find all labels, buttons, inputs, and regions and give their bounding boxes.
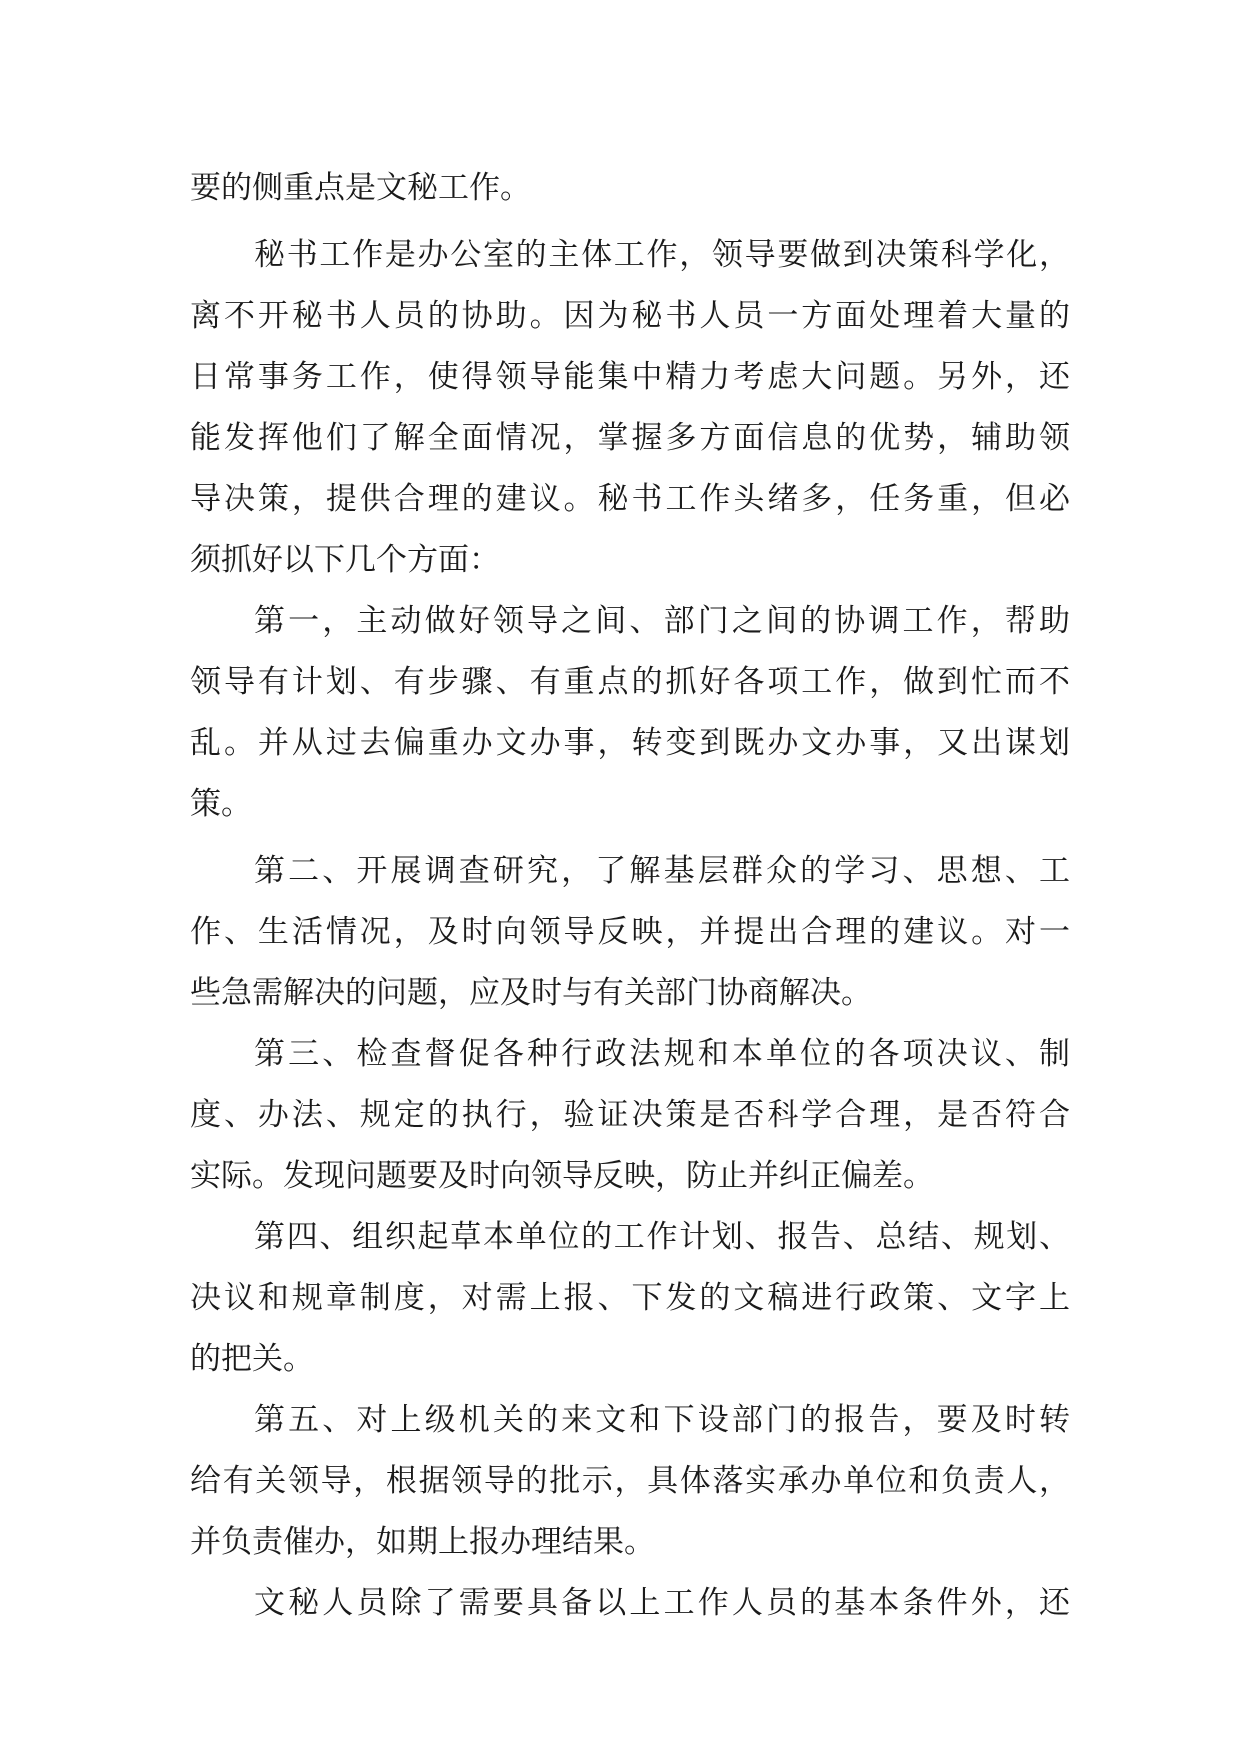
- text-line: 要的侧重点是文秘工作。: [190, 170, 531, 206]
- text-line: 日常事务工作，使得领导能集中精力考虑大问题。另外，还: [190, 359, 1070, 395]
- text-line: 实际。发现问题要及时向领导反映，防止并纠正偏差。: [190, 1158, 934, 1194]
- paragraph-start-line: 第四、组织起草本单位的工作计划、报告、总结、规划、: [254, 1219, 1070, 1255]
- text-line: 能发挥他们了解全面情况，掌握多方面信息的优势，辅助领: [190, 420, 1070, 456]
- text-line: 离不开秘书人员的协助。因为秘书人员一方面处理着大量的: [190, 298, 1070, 334]
- paragraph-start-line: 文秘人员除了需要具备以上工作人员的基本条件外，还: [254, 1585, 1070, 1621]
- text-line: 作、生活情况，及时向领导反映，并提出合理的建议。对一: [190, 914, 1070, 950]
- text-line: 策。: [190, 786, 252, 822]
- text-line: 乱。并从过去偏重办文办事，转变到既办文办事，又出谋划: [190, 725, 1070, 761]
- text-line: 些急需解决的问题，应及时与有关部门协商解决。: [190, 975, 872, 1011]
- text-line: 决议和规章制度，对需上报、下发的文稿进行政策、文字上: [190, 1280, 1070, 1316]
- paragraph-start-line: 第三、检查督促各种行政法规和本单位的各项决议、制: [254, 1036, 1070, 1072]
- text-line: 并负责催办，如期上报办理结果。: [190, 1524, 655, 1560]
- paragraph-start-line: 第二、开展调查研究，了解基层群众的学习、思想、工: [254, 853, 1070, 889]
- text-line: 给有关领导，根据领导的批示，具体落实承办单位和负责人，: [190, 1463, 1070, 1499]
- paragraph-start-line: 秘书工作是办公室的主体工作，领导要做到决策科学化，: [254, 237, 1070, 273]
- paragraph-start-line: 第一，主动做好领导之间、部门之间的协调工作，帮助: [254, 603, 1070, 639]
- paragraph-start-line: 第五、对上级机关的来文和下设部门的报告，要及时转: [254, 1402, 1070, 1438]
- document-body: [190, 158, 1070, 1634]
- text-line: 导决策，提供合理的建议。秘书工作头绪多，任务重，但必: [190, 481, 1070, 517]
- text-line: 领导有计划、有步骤、有重点的抓好各项工作，做到忙而不: [190, 664, 1070, 700]
- text-line: 须抓好以下几个方面：: [190, 542, 500, 578]
- text-line: 度、办法、规定的执行，验证决策是否科学合理，是否符合: [190, 1097, 1070, 1133]
- text-line: 的把关。: [190, 1341, 314, 1377]
